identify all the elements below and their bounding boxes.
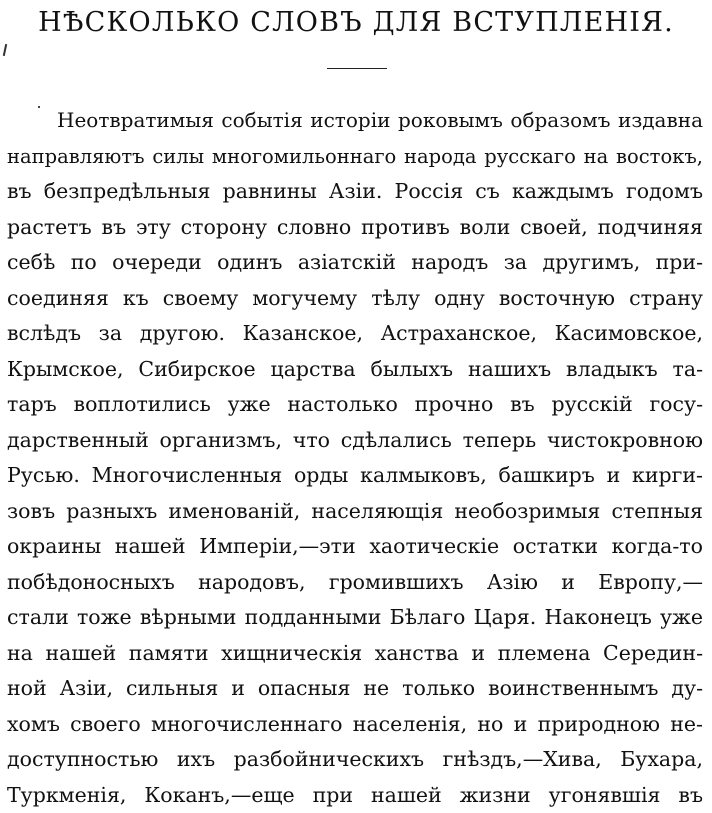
text-line: соединяя къ своему могучему тѣлу одну восточную страну (7, 281, 703, 317)
text-line: направляютъ силы многомильоннаго народа русскаго на востокъ, (7, 139, 703, 175)
text-line: Крымское, Сибирское царства былыхъ нашихъ владыкъ та- (7, 352, 703, 388)
text-line: себѣ по очереди одинъ азіатскій народъ за другимъ, при- (7, 245, 703, 281)
text-line: вслѣдъ за другою. Казанское, Астраханское, Касимовское, (7, 316, 703, 352)
text-line: доступностью ихъ разбойническихъ гнѣздъ,—Хива, Бухара, (7, 742, 703, 778)
margin-mark (3, 44, 7, 56)
text-line: Русью. Многочисленныя орды калмыковъ, башкиръ и кирги- (7, 458, 703, 494)
text-line: ной Азіи, сильныя и опасныя не только воинственнымъ ду- (7, 671, 703, 707)
text-line: растетъ въ эту сторону словно противъ воли своей, подчиняя (7, 210, 703, 246)
page-title: НѢСКОЛЬКО СЛОВЪ ДЛЯ ВСТУПЛЕНІЯ. (0, 6, 712, 40)
text-line: дарственный организмъ, что сдѣлались теперь чистокровною (7, 423, 703, 459)
text-line: Неотвратимыя событія исторіи роковымъ образомъ издавна (7, 103, 703, 139)
text-line: окраины нашей Имперіи,—эти хаотическіе остатки когда-то (7, 529, 703, 565)
body-text (7, 103, 703, 813)
title-divider (327, 68, 387, 69)
text-line: хомъ своего многочисленнаго населенія, но и природною не- (7, 707, 703, 743)
text-line: побѣдоносныхъ народовъ, громившихъ Азію и Европу,— (7, 565, 703, 601)
text-line: зовъ разныхъ именованій, населяющія необозримыя степныя (7, 494, 703, 530)
text-line: Туркменія, Коканъ,—еще при нашей жизни угонявшія въ (7, 778, 703, 813)
text-line: стали тоже вѣрными подданными Бѣлаго Царя. Наконецъ уже (7, 600, 703, 636)
text-line: на нашей памяти хищническія ханства и племена Середин- (7, 636, 703, 672)
text-line: въ безпредѣльныя равнины Азіи. Россія съ каждымъ годомъ (7, 174, 703, 210)
text-line: таръ воплотились уже настолько прочно въ русскій госу- (7, 387, 703, 423)
